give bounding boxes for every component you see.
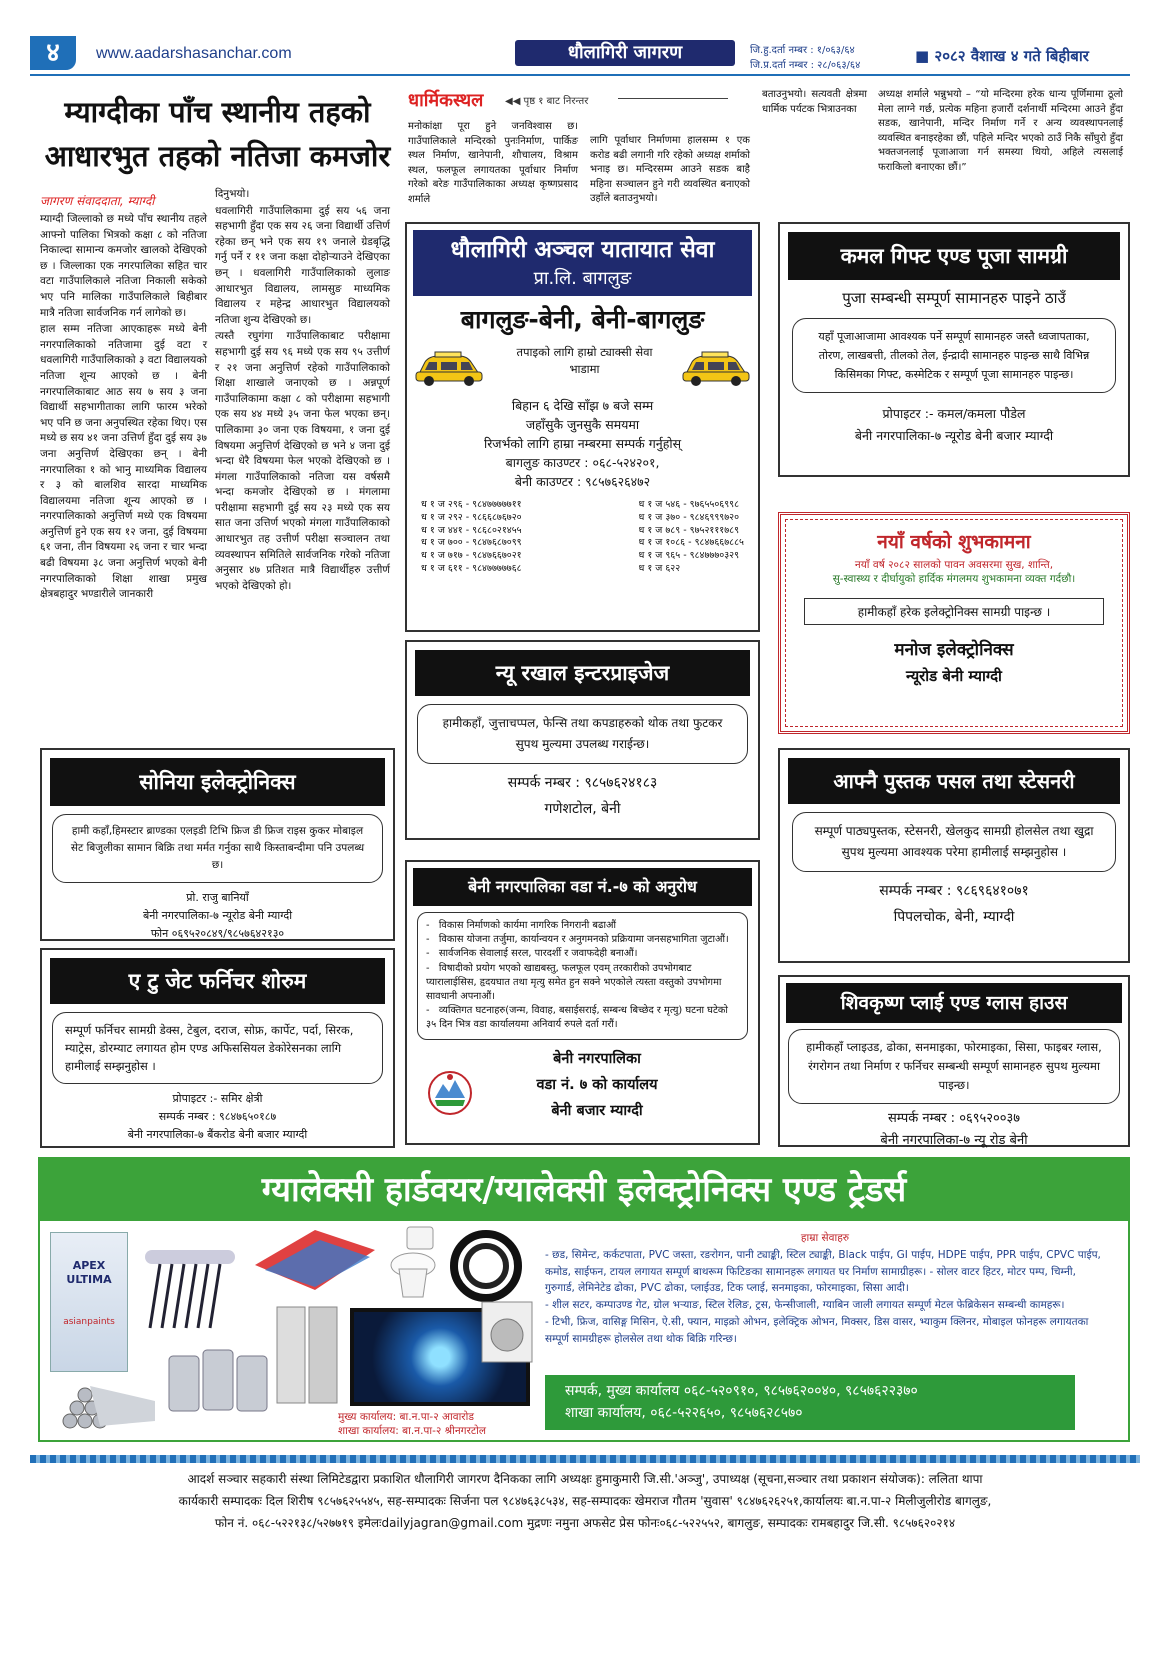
ward-office-block [407, 1044, 758, 1128]
ad-bookstore [778, 748, 1130, 963]
ad-newyear-greeting [778, 512, 1130, 734]
greeting-frame [785, 519, 1123, 727]
toilet-icon [385, 1225, 440, 1300]
proprietor: प्रोपाइटर :- कमल/कमला पौडेल [882, 406, 1026, 421]
ad-body: हामी कहाँ,हिमस्टार ब्राण्डका एलइडी टिभि फ्रिज डी फ्रिज राइस कुकर मोबाइल सेट बिजुलीका सामान बिक्रि तथा मर्मत गर्नुका साथै किस्ताबन्दीमा पनि उपलब्ध छ। [52, 814, 383, 883]
proprietor: प्रो. राजु बानियाँ [186, 891, 249, 904]
proprietor: प्रोपाइटर :- समिर क्षेत्री [172, 1092, 263, 1105]
contact-number: सम्पर्क नम्बर : ९८४७६५०१८७ [158, 1110, 277, 1123]
list-item: ध १ ज ६११ - ९८४७७७७७६८ [421, 562, 522, 574]
paint-brand: APEX ULTIMA [66, 1259, 112, 1286]
ad-title-block [413, 230, 752, 296]
imprint [30, 1468, 1140, 1534]
lead-column-2 [215, 187, 390, 595]
religious-column-3: बताउनुभयो। सत्यवती क्षेत्रमा धार्मिक पर्यटक भित्राउनका [762, 89, 867, 115]
list-item: - विकास निर्माणको कार्यमा नागरिक निगरानी बढाऔं [426, 920, 617, 931]
list-item: - सार्वजनिक सेवालाई सरल, पारदर्शी र जवाफदेही बनाऔं। [426, 948, 638, 960]
contact-main: सम्पर्क, मुख्य कार्यालय ०६८-५२०९१०, ९८५७६२००४०, ९८५७६२२३७० [565, 1383, 918, 1399]
list-item: ध १ ज ७१७ - ९८४७६६७०२१ [421, 550, 522, 562]
imprint-line: आदर्श सञ्चार सहकारी संस्था लिमिटेडद्वारा प्रकाशित धौलागिरी जागरण दैनिकका लागि अध्यक्षः हुमाकुमारी जि.सी.'अञ्जु', उपाध्यक्ष (सूचना,सञ्चार तथा प्रकाशन संयोजक): ललिता थापा [187, 1472, 983, 1486]
ad-title: बेनी नगरपालिका वडा नं.-७ को अनुरोध [413, 868, 752, 906]
address: बेनी नगरपालिका-७ न्यूरोड बेनी बजार म्याग्दी [854, 428, 1054, 443]
ad-body: हामीकहाँ, जुत्ताचप्पल, फेन्सि तथा कपडाहरुको थोक तथा फुटकर सुपथ मुल्यमा उपलब्ध गराईन्छ। [417, 704, 748, 764]
contact-number: सम्पर्क नम्बर : ९८६९६४१०७१ [879, 883, 1029, 899]
water-tanks-icon [165, 1342, 270, 1427]
ad-body: सम्पूर्ण फर्निचर सामग्री डेक्स, टेबुल, दराज, सोफ्र, कार्पेट, पर्दा, सिरक, म्याट्रेस, डोरम्याट लगायत होम एण्ड अफिससियल डेकोरेसनका लागि हामीलाई सम्झनुहोस । [52, 1012, 383, 1084]
solar-heater-icon [140, 1240, 250, 1335]
ad-title: कमल गिफ्ट एण्ड पूजा सामग्री [788, 232, 1120, 280]
address: बेनी नगरपालिका-७ न्यू रोड बेनी [880, 1133, 1028, 1148]
ad-new-rakhal [405, 640, 760, 840]
phone-column-right [638, 499, 744, 576]
list-item: ध १ ज ९६५ - ९८४७७७०३२९ [638, 550, 740, 562]
ad-title: न्यू रखाल इन्टरप्राइजेज [415, 650, 750, 696]
refrigerator-icon [275, 1305, 340, 1405]
list-item: - विषादीको प्रयोग भएको खाद्यबस्तु, फलफूल एवम् तरकारीको उपभोगबाट प्यारालाईसिस, हृदयघात तथा मृत्यु समेत हुन सक्ने भएकोले त्यस्ता वस्तुको उपभोगमा सावधानी अपनाऔं। [426, 962, 722, 1003]
site-url[interactable]: www.aadarshasanchar.com [96, 45, 292, 62]
ad-contact [780, 1108, 1128, 1152]
contact-branch: शाखा कार्यालय, ०६८-५२२६५०, ९८५७६२८५७० [565, 1405, 803, 1421]
ad-body: हामीकहाँ प्लाइउड, ढोका, सनमाइका, फोरमाइका, सिसा, फाइबर ग्लास, रंगरोगन तथा निर्माण र फर्निचर सम्बन्धी सम्पूर्ण सामानहरु सुपथ मुल्यमा पाइन्छ। [788, 1029, 1120, 1104]
office-line: बेनी नगरपालिका [553, 1050, 641, 1067]
paint-maker: asianpaints [63, 1317, 115, 1327]
taxi-icon [680, 348, 752, 388]
list-item: ध १ ज ६२२ [638, 562, 681, 574]
hire-text: भाडामा [569, 362, 600, 376]
branch-office: शाखा कार्यालय: बा.न.पा-२ श्रीनगरटोल [338, 1425, 486, 1437]
section-title-religious: धार्मिकस्थल [408, 90, 484, 111]
lead-paragraph: त्यस्तै रघुगंगा गाउँपालिकाबाट परीक्षामा सहभागी दुई सय ९६ मध्ये एक सय ९५ उत्तीर्ण र २१ जना अनुत्तिर्ण रहेको गाउँपालिकाको शिक्षा शाखाले जनाएको छ । अन्नपूर्ण गाउँपालिकामा कक्षा ८ को परीक्षामा सहभागी एक सय ४४ मध्ये ३५ जना फेल भएका छन्। पालिकामा ३० जना एक विषयमा, १ जना दुई विषयमा अनुत्तिर्ण देखिएको छ भने ४ जना दुई भन्दा धेरै विषयमा फेल भएको देखिएको छ । मंगला गाउँपालिकाको नतिजा यस वर्षसमै भन्दा कमजोर देखिएको छ । मंगलामा परीक्षामा सहभागी दुई सय २३ मध्ये एक सय सात जना उत्तिर्ण भएको मंगला गाउँपालिकाको आधारभुत तह उत्तीर्ण परीक्षा सञ्चालन तथा व्यवस्थापन समितिले सार्वजनिक गरेको नतिजा अनुसार ४७ प्रतिशत मात्रै विद्यार्थीहरु उत्तीर्ण भएको देखिएको हो। [215, 330, 390, 592]
religious-column-4: अध्यक्ष शर्माले भन्नुभयो – “यो मन्दिरमा हरेक धान्य पूर्णिमामा ठूलो मेला लाग्ने गर्छ, प्रत्येक महिना हजारौं दर्शनार्थी मन्दिरमा आउने हुँदा सडक, खानेपानी, मन्दिर निर्माण गर्ने र अन्य व्यवस्थापनलाई व्यवस्थित बनाइरहेका छौं, पहिले मन्दिर भएको ठाउँ निकै साँघुरो हुँदा भक्तजनलाई पूजाआजा गर्न समस्या थियो, अहिले त्यसलाई फराकिलो बनाएका छौं।” [878, 89, 1123, 173]
address: पिपलचोक, बेनी, म्याग्दी [893, 909, 1015, 925]
ad-title: आफ्नै पुस्तक पसल तथा स्टेसनरी [788, 758, 1120, 804]
lead-headline: म्याग्दीका पाँच स्थानीय तहको आधारभुत तहको नतिजा कमजोर [44, 95, 391, 173]
footer-divider [30, 1455, 1140, 1463]
ad-title: धौलागिरी अञ्चल यातायात सेवा [450, 237, 715, 263]
phone-column-left [421, 499, 522, 576]
ad-title: सोनिया इलेक्ट्रोनिक्स [50, 758, 385, 806]
list-item: - विकास योजना तर्जुमा, कार्यान्वयन र अनुगमनको प्रक्रियामा जनसहभागिता जुटाऔं। [426, 934, 729, 946]
list-item: ध १ ज १०८६ - ९८४७६६७८८५ [638, 537, 744, 549]
list-item: - टिभी, फ्रिज, वासिङ्ग मिसिन, ऐ.सी, फ्यान, माइक्रो ओभन, इलेक्ट्रिक ओभन, मिक्सर, डिस वासर, भ्याकुम क्लिनर, मोबाइल फोनहरू लगायतका सम्पूर्ण सामग्रीहरू होलसेल तथा थोक बिक्रि गरिन्छ। [545, 1315, 1089, 1345]
service-booking: रिजर्भको लागि हाम्रा नम्बरमा सम्पर्क गर्नुहोस् [483, 436, 682, 451]
greeting-line: नयाँ वर्ष २०८२ सालको पावन अवसरमा सुख, शान्ति, [854, 559, 1054, 571]
ad-sonia-electronics [40, 748, 395, 941]
shop-name: मनोज इलेक्ट्रोनिक्स [894, 640, 1014, 660]
address: गणेशटोल, बेनी [544, 801, 621, 817]
tagline: तपाइको लागि हाम्रो ट्याक्सी सेवा [516, 345, 653, 359]
main-office: मुख्य कार्यालय: बा.न.पा-२ आवारोड [338, 1411, 474, 1423]
greeting-title: नयाँ वर्षको शुभकामना [877, 531, 1031, 553]
galaxy-services [545, 1230, 1105, 1348]
address: बेनी नगरपालिका-७ बैंकरोड बेनी बजार म्याग्दी [127, 1128, 308, 1141]
list-item: - छड, सिमेन्ट, कर्कटपाता, PVC जस्ता, रङरोगन, पानी ट्याङ्की, स्टिल ट्याङ्की, Black पाईप, GI पाईप, HDPE पाईप, PPR पाईप, CPVC पाईप, कमोड, साईफन, टायल लगायत सम्पूर्ण बाथरूम फिटिङका सामानहरू लगायत घर निर्माण सामाग्रीहरू। - सोलर वाटर हिटर, मोटर पम्प, चिम्नी, गुरुगार्ड, लेमिनेटेड ढोका, PVC ढोका, प्लाईउड, टिक प्लाई, सनमाइका, फोरमाइका, सिसा आदी। [545, 1248, 1101, 1295]
shop-address: न्यूरोड बेनी म्याग्दी [906, 667, 1002, 685]
ad-dhaulagiri-transport [405, 222, 760, 632]
address: बेनी नगरपालिका-७ न्यूरोड बेनी म्याग्दी [142, 909, 293, 922]
masthead: धौलागिरी जागरण [515, 40, 735, 66]
ad-shivakrishna [778, 975, 1130, 1147]
list-item: ध १ ज ३७० - ९८४६९९९७२० [638, 511, 740, 523]
religious-column-1: मनोकांक्षा पूरा हुने जनविश्वास छ। गाउँपालिकाले मन्दिरको पुनःनिर्माण, पार्किङ स्थल निर्माण, खानेपानी, शौचालय, विश्राम स्थल, फलफूल लगायतका पूर्वाधार निर्माण गरेको बरेङ गाउँपालिकाका अध्यक्ष कृष्णप्रसाद शर्माले [408, 121, 578, 205]
counter-beni: बेनी काउण्टर : ९८५७६२६४७२ [514, 474, 651, 489]
imprint-line: कार्यकारी सम्पादकः दिल शिरीष ९८५७६२५५४५, सह-सम्पादकः सिर्जना पल ९८४७६३८५३४, सह-सम्पादकः खेमराज गौतम 'सुवास' ९८४७६२६२५१,कार्यालयः बा.न.पा-२ मिलीजुलीरोड बागलुङ, [178, 1494, 992, 1508]
ad-ward-request [405, 860, 760, 1145]
route-heading: बागलुङ-बेनी, बेनी-बागलुङ [460, 305, 705, 334]
contact-number: सम्पर्क नम्बर : ०६९५२००३७ [887, 1111, 1021, 1126]
services-title: हाम्रा सेवाहरु [800, 1232, 850, 1244]
list-item: ध १ ज ५४६ - ९७६५५०६९९८ [638, 499, 740, 510]
taxi-phone-list [407, 491, 758, 576]
ad-atoz-furniture [40, 948, 395, 1148]
ad-title: ग्यालेक्सी हार्डवयर/ग्यालेक्सी इलेक्ट्रोनिक्स एण्ड ट्रेडर्स [40, 1159, 1128, 1221]
greeting-inner: हामीकहाँ हरेक इलेक्ट्रोनिक्स सामग्री पाइन्छ । [804, 598, 1104, 625]
ad-subtitle: प्रा.लि. बागलुङ [533, 268, 632, 289]
taxi-row [407, 336, 758, 422]
list-item: ध १ ज ४४१ - ९८६८०२१४५५ [421, 524, 522, 536]
ad-contact [42, 1090, 393, 1144]
ad-contact [780, 878, 1128, 930]
religious-column-2: लागि पूर्वाधार निर्माणमा हालसम्म १ एक करोड बढी लगानी गरि रहेको अध्यक्ष शर्माको भनाइ छ। मन्दिरसम्म आउने सडक बाहै महिना सञ्चालन हुने गरी व्यवस्थित बनाएको उहाँले बताउनुभयो। [590, 135, 750, 204]
ad-title: ए टु जेट फर्निचर शोरुम [50, 958, 385, 1004]
office-line: वडा नं. ७ को कार्यालय [536, 1076, 658, 1093]
ad-kamal-gift [778, 222, 1130, 477]
steel-pipes-icon [60, 1376, 160, 1431]
phone: फोन ०६९५२०८४९/९८५७६४२१३० [150, 927, 285, 940]
registration-line-2: जि.प्र.दर्ता नम्बर : २८/०६३/६४ [750, 60, 861, 71]
ad-contact [780, 403, 1128, 447]
galaxy-contact [545, 1375, 1075, 1430]
office-line: बेनी बजार म्याग्दी [551, 1102, 643, 1119]
ad-body: यहाँ पूजाआजामा आवश्यक पर्ने सम्पूर्ण सामानहरु जस्तै ध्वजापताका, तोरण, लाखबत्ती, तीलको तेल, ईन्द्रादी सामानहरु पाइन्छ साथै विभिन्न किसिमका गिफ्ट, कस्मेटिक र सम्पूर्ण पूजा सामानहरु पाइन्छ। [792, 318, 1116, 393]
list-item: ध १ ज ७०० - ९८४७६८७०९९ [421, 537, 522, 549]
washing-machine-icon [480, 1300, 535, 1365]
page-number: ४ [30, 36, 76, 70]
list-item: ध १ ज २९६ - ९८४७७७७७११ [421, 499, 522, 510]
service-anywhere: जहाँसुकै जुनसुकै समयमा [525, 417, 640, 432]
galaxy-offices [338, 1410, 486, 1438]
list-item: - शील सटर, कम्पाउण्ड गेट, ग्रोल भऱ्याङ, स्टिल रेलिङ, ट्रस, फेन्सीजाली, ग्याबिन जाली लगायत सम्पूर्ण मेटल फेब्रिकेसन सम्बन्धी कामहरू। [545, 1299, 1065, 1312]
lead-paragraph: हाल सम्म नतिजा आएकाहरू मध्ये बेनी नगरपालिकाको नतिजामा दुई वटा र धवलागिरी गाउँपालिकाको ३ वटा विद्यालयको नतिजा शून्य आएको छ । बेनी नगरपालिकाबाट आठ सय ७ सय ३ जना विद्यार्थी सहभागीताका लागि फारम भरेको भए पनि छ जना अनुपस्थित रहेका थिए। एस मध्ये छ सय ४१ जना उत्तिर्ण हुँदा दुई सय ३७ जना अनुत्तिर्ण देखिएका छन् । बेनी नगरपालिका १ को भानु माध्यमिक विद्यालय र ३ को बालशिव सारदा माध्यमिक विद्यालयमा नतिजा शून्य आएको छ । नगरपालिकाको अनुत्तिर्ण मध्ये एक विषयमा अनुत्तिर्ण हुने एक सय १२ जना, दुई विषयमा ६१ जना, तीन विषयमा २६ जना र चार भन्दा बढी विषयमा ३८ जना अनुत्तिर्ण भएको बेनी नगरपालिकाको शिक्षा शाखा प्रमुख क्षेत्रबहादुर भण्डारीले जानकारी [40, 323, 207, 601]
ad-contact [407, 770, 758, 822]
paint-bucket-icon [50, 1232, 128, 1372]
lead-column-1 [40, 212, 207, 604]
counter-baglung: बागलुङ काउण्टर : ०६८-५२४२०१, [505, 455, 660, 470]
header-rule [30, 74, 1130, 76]
greeting-line: सु-स्वास्थ्य र दीर्घायुको हार्दिक मंगलमय शुभकामना व्यक्त गर्दछौ। [832, 573, 1076, 585]
list-item: ध १ ज ७८९ - ९७५२१११७८९ [638, 524, 740, 536]
lead-byline: जागरण संवाददाता, म्याग्दी [40, 194, 155, 208]
roofing-sheets-icon [255, 1225, 375, 1295]
issue-date: ■ २०८२ वैशाख ४ गते बिहीबार [915, 47, 1089, 65]
ad-title: शिवकृष्ण प्लाई एण्ड ग्लास हाउस [786, 983, 1122, 1023]
continued-from: ◀◀ पृष्ठ १ बाट निरन्तर [505, 96, 589, 107]
lead-paragraph: दिनुभयो। [215, 188, 250, 200]
ad-body: सम्पूर्ण पाठ्यपुस्तक, स्टेसनरी, खेलकुद सामग्री होलसेल तथा खुद्रा सुपथ मुल्यमा आवश्यक परेमा हामीलाई सम्झनुहोस । [792, 812, 1116, 872]
service-time: बिहान ६ देखि साँझ ७ बजे सम्म [511, 398, 654, 413]
pipe-coil-icon [450, 1230, 522, 1302]
registration-line-1: जि.हु.दर्ता नम्बर : १/०६३/६४ [750, 45, 855, 56]
taxi-tagline-block [487, 344, 682, 378]
lead-paragraph: धवलागिरी गाउँपालिकामा दुई सय ५६ जना सहभागी हुँदा एक सय २६ जना विद्यार्थी उत्तिर्ण रहेका छन् भने एक सय १९ जनाले ग्रेडबृद्धि गर्नु पर्ने र ११ जना कक्षा दोहोऱ्याउने देखिएका छन् । धवलागिरी गाउँपालिकाको लुलाङ आधारभुत विद्यालय, लामसुङ माध्यमिक विद्यालय र महेन्द्र आधारभुत विद्यालयको नतिजा शुन्य देखिएको छ। [215, 204, 390, 326]
list-item: ध १ ज २९२ - ९८६६८७६७२० [421, 511, 522, 523]
lead-paragraph: म्याग्दी जिल्लाको छ मध्ये पाँच स्थानीय तहले आफ्नो पालिका भित्रको कक्षा ८ को नतिजा निकाल्दा सामान्य कमजोर खालको देखिएको छ । जिल्लाका एक नगरपालिका सहित चार वटा गाउँपालिकाले नतिजा निकाली सकेको भए पनि मालिका गाउँपालिकाले बिहीबार मात्रै नतिजा सार्वजनिक गर्न लागेको छ। [40, 213, 207, 319]
list-item: - व्यक्तिगत घटनाहरु(जन्म, विवाह, बसाईसराई, सम्बन्ध बिच्छेद र मृत्यु) घटना घटेको ३५ दिन भित्र वडा कार्यालयमा अनिवार्य रुपले दर्ता गरौं। [426, 1005, 728, 1031]
taxi-icon [413, 348, 485, 388]
divider [618, 98, 728, 99]
ad-contact [42, 889, 393, 943]
request-list [417, 912, 748, 1040]
ward-office-text [467, 1046, 727, 1124]
contact-number: सम्पर्क नम्बर : ९८५७६२४१८३ [507, 775, 658, 791]
imprint-line: फोन नं. ०६८-५२२१३८/५२७७१९ इमेलःdailyjagran@gmail.com मुद्रणः नमुना अफसेट प्रेस फोनः०६८-५२२५५२, बागलुङ, सम्पादकः रामबहादुर जि.सी. ९८५७६२०२१४ [214, 1516, 956, 1530]
ad-subtitle: पुजा सम्बन्धी सम्पूर्ण सामानहरु पाइने ठाउँ [842, 289, 1066, 307]
